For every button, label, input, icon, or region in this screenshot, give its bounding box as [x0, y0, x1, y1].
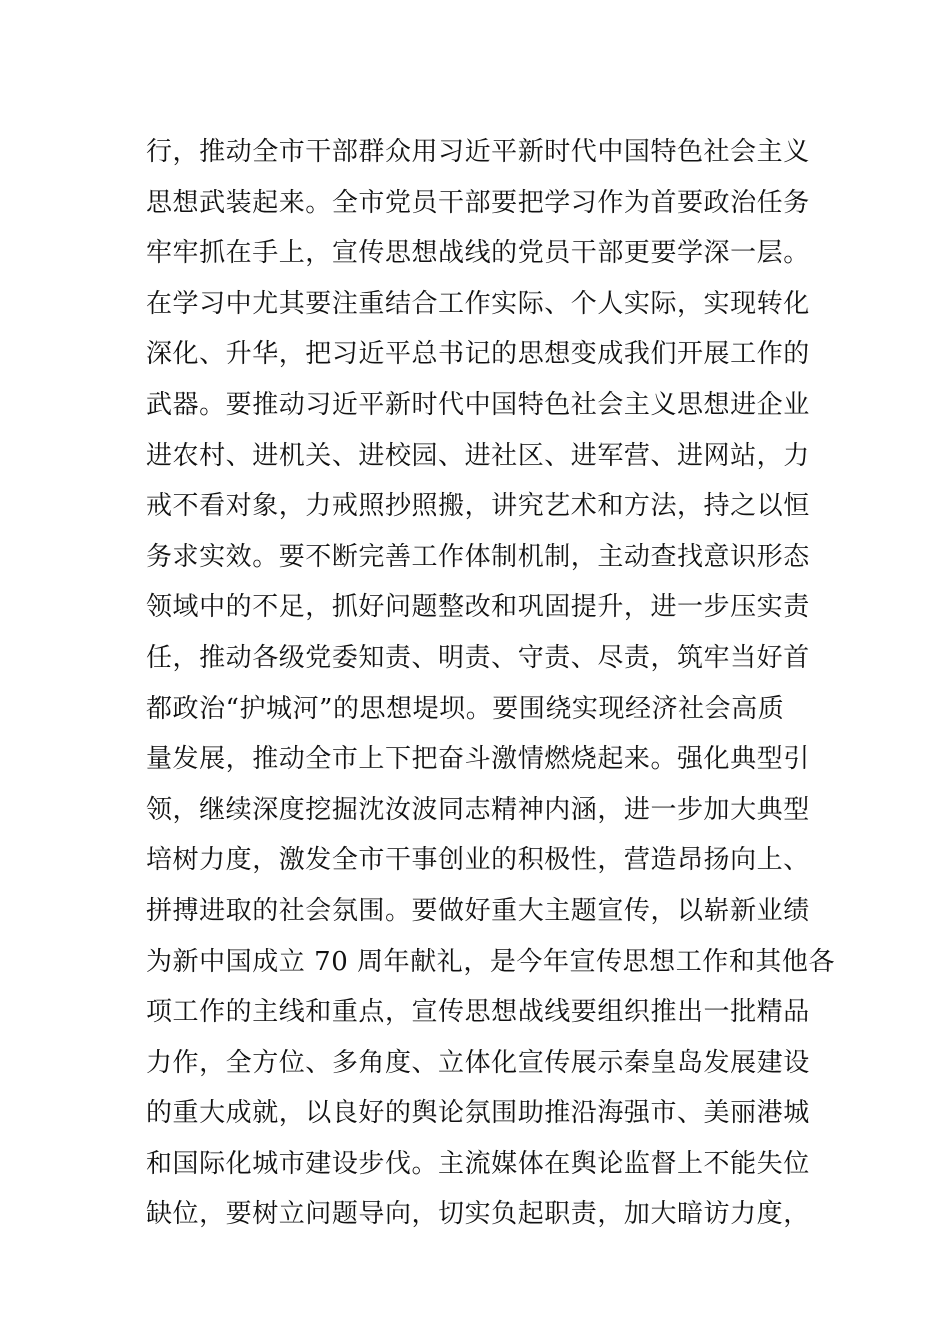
- text-line: 培树力度，激发全市干事创业的积极性，营造昂扬向上、: [146, 845, 810, 876]
- text-line: 进农村、进机关、进校园、进社区、进军营、进网站，力: [146, 440, 810, 471]
- text-line: 任，推动各级党委知责、明责、守责、尽责，筑牢当好首: [146, 642, 810, 673]
- text-line: 牢牢抓在手上，宣传思想战线的党员干部更要学深一层。: [146, 238, 810, 269]
- text-line: 为新中国成立 70 周年献礼，是今年宣传思想工作和其他各: [146, 946, 836, 977]
- text-line: 行，推动全市干部群众用习近平新时代中国特色社会主义: [146, 137, 810, 167]
- body-text: [146, 127, 836, 1240]
- text-line: 领，继续深度挖掘沈汝波同志精神内涵，进一步加大典型: [146, 794, 810, 825]
- text-line: 拼搏进取的社会氛围。要做好重大主题宣传，以崭新业绩: [146, 895, 810, 926]
- text-line: 的重大成就，以良好的舆论氛围助推沿海强市、美丽港城: [146, 1098, 810, 1129]
- text-line: 务求实效。要不断完善工作体制机制，主动查找意识形态: [146, 541, 810, 572]
- text-line: 缺位，要树立问题导向，切实负起职责，加大暗访力度，: [146, 1199, 810, 1230]
- text-line: 领域中的不足，抓好问题整改和巩固提升，进一步压实责: [146, 592, 810, 623]
- text-line: 项工作的主线和重点，宣传思想战线要组织推出一批精品: [146, 997, 810, 1028]
- text-line: 深化、升华，把习近平总书记的思想变成我们开展工作的: [146, 339, 810, 370]
- text-line: 在学习中尤其要注重结合工作实际、个人实际，实现转化: [146, 288, 810, 319]
- text-line: 和国际化城市建设步伐。主流媒体在舆论监督上不能失位: [146, 1148, 810, 1179]
- text-line: 量发展，推动全市上下把奋斗激情燃烧起来。强化典型引: [146, 744, 810, 775]
- text-line: 武器。要推动习近平新时代中国特色社会主义思想进企业: [146, 389, 810, 420]
- text-line: 思想武装起来。全市党员干部要把学习作为首要政治任务: [146, 187, 810, 218]
- text-line: 戒不看对象，力戒照抄照搬，讲究艺术和方法，持之以恒: [146, 491, 810, 522]
- text-line: 都政治“护城河”的思想堤坝。要围绕实现经济社会高质: [146, 693, 785, 724]
- text-line: 力作，全方位、多角度、立体化宣传展示秦皇岛发展建设: [146, 1047, 810, 1078]
